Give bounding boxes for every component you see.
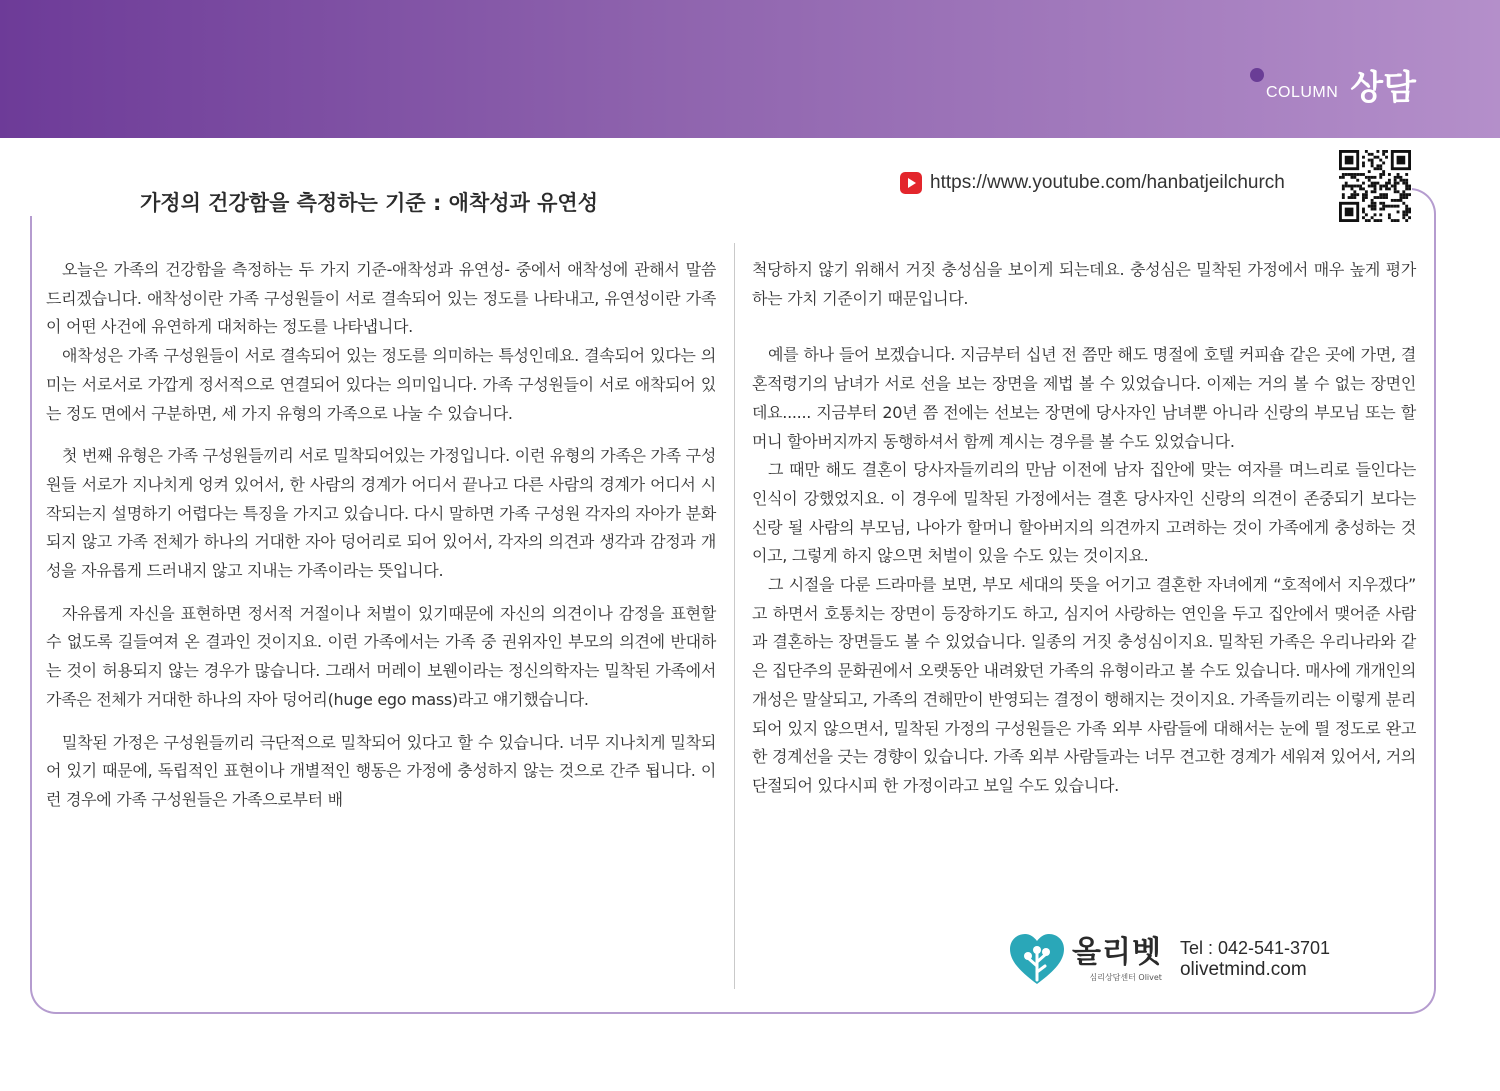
left-column xyxy=(46,256,716,815)
paragraph: 그 때만 해도 결혼이 당사자들끼리의 만남 이전에 남자 집안에 맞는 여자를 며느리로 들인다는 인식이 강했었지요. 이 경우에 밀착된 가정에서는 결혼 당사자인 신랑의 의견이 존중되기 보다는 신랑 될 사람의 부모님, 나아가 할머니 할아버지의 의견까지 고려하는 것이 가족에게 충성하는 것이고, 그렇게 하지 않으면 처벌이 있을 수도 있는 것이지요. xyxy=(752,460,1416,566)
youtube-url[interactable]: https://www.youtube.com/hanbatjeilchurch xyxy=(930,172,1285,193)
dot-icon xyxy=(1250,68,1264,82)
column-divider xyxy=(734,243,735,989)
header-band xyxy=(0,0,1500,138)
paragraph: 애착성은 가족 구성원들이 서로 결속되어 있는 정도를 의미하는 특성인데요. 결속되어 있다는 의미는 서로서로 가깝게 정서적으로 연결되어 있다는 의미입니다. 가족 구성원들이 서로 애착되어 있는 정도 면에서 구분하면, 세 가지 유형의 가족으로 나눌 수 있습니다. xyxy=(46,346,716,423)
olivet-logo xyxy=(1008,932,1330,986)
paragraph: 자유롭게 자신을 표현하면 정서적 거절이나 처벌이 있기때문에 자신의 의견이나 감정을 표현할 수 없도록 길들여져 온 결과인 것이지요. 이런 가족에서는 가족 중 권위자인 부모의 의견에 반대하는 것이 허용되지 않는 경우가 많습니다. 그래서 머레이 보웬이라는 정신의학자는 밀착된 가족에서 가족은 전체가 거대한 하나의 자아 덩어리(huge ego mass)라고 얘기했습니다. xyxy=(46,603,716,709)
right-column xyxy=(752,256,1416,801)
qr-code-icon xyxy=(1338,150,1412,222)
website-link[interactable]: olivetmind.com xyxy=(1179,959,1307,980)
youtube-link[interactable] xyxy=(900,172,1285,194)
youtube-icon xyxy=(900,172,922,194)
paragraph: 척당하지 않기 위해서 거짓 충성심을 보이게 되는데요. 충성심은 밀착된 가정에서 매우 높게 평가하는 가치 기준이기 때문입니다. xyxy=(752,260,1416,308)
phone-number: Tel : 042-541-3701 xyxy=(1179,938,1331,958)
section-label: 상담 xyxy=(1350,68,1416,108)
heart-tree-icon xyxy=(1008,932,1066,986)
paragraph: 첫 번째 유형은 가족 구성원들끼리 서로 밀착되어있는 가정입니다. 이런 유형의 가족은 가족 구성원들 서로가 지나치게 엉켜 있어서, 한 사람의 경계가 어디서 끝나고 다른 사람의 경계가 어디서 시작되는지 설명하기 어렵다는 특징을 가지고 있습니다. 다시 말하면 가족 구성원 각자의 자아가 분화되지 않고 가족 전체가 하나의 거대한 자아 덩어리로 되어 있어서, 각자의 의견과 생각과 감정과 개성을 자유롭게 드러내지 않고 지내는 가족이라는 뜻입니다. xyxy=(46,446,716,581)
article-title: 가정의 건강함을 측정하는 기준 : 애착성과 유연성 xyxy=(140,191,598,215)
paragraph: 오늘은 가족의 건강함을 측정하는 두 가지 기준-애착성과 유연성- 중에서 애착성에 관해서 말씀드리겠습니다. 애착성이란 가족 구성원들이 서로 결속되어 있는 정도를 나타내고, 유연성이란 가족이 어떤 사건에 유연하게 대처하는 정도를 나타냅니다. xyxy=(46,260,716,337)
paragraph: 그 시절을 다룬 드라마를 보면, 부모 세대의 뜻을 어기고 결혼한 자녀에게 “호적에서 지우겠다” 고 하면서 호통치는 장면이 등장하기도 하고, 심지어 사랑하는 연인을 두고 집안에서 맺어준 사람과 결혼하는 장면들도 볼 수 있었습니다. 일종의 거짓 충성심이지요. 밀착된 가족은 우리나라와 같은 집단주의 문화권에서 오랫동안 내려왔던 가족의 유형이라고 볼 수도 있습니다. 매사에 개개인의 개성은 말살되고, 가족의 견해만이 반영되는 결정이 행해지는 것이지요. 가족들끼리는 이렇게 분리되어 있지 않으면서, 밀착된 가정의 구성원들은 가족 외부 사람들에 대해서는 눈에 띌 정도로 완고한 경계선을 긋는 경향이 있습니다. 가족 외부 사람들과는 너무 견고한 경계가 세워져 있어서, 거의 단절되어 있다시피 한 가정이라고 보일 수도 있습니다. xyxy=(752,575,1416,795)
logo-name: 올리벳 xyxy=(1072,934,1162,970)
paragraph: 예를 하나 들어 보겠습니다. 지금부터 십년 전 쯤만 해도 명절에 호텔 커피숍 같은 곳에 가면, 결혼적령기의 남녀가 서로 선을 보는 장면을 제법 볼 수 있었습니다. 이제는 거의 볼 수 없는 장면인데요...... 지금부터 20년 쯤 전에는 선보는 장면에 당사자인 남녀뿐 아니라 신랑의 부모님 또는 할머니 할아버지까지 동행하셔서 함께 계시는 경우를 볼 수도 있었습니다. xyxy=(752,345,1416,451)
logo-subtitle: 심리상담센터 Olivet xyxy=(1089,972,1162,982)
column-label: COLUMN xyxy=(1265,84,1339,101)
paragraph: 밀착된 가정은 구성원들끼리 극단적으로 밀착되어 있다고 할 수 있습니다. 너무 지나치게 밀착되어 있기 때문에, 독립적인 표현이나 개별적인 행동은 가정에 충성하지 않는 것으로 간주 됩니다. 이런 경우에 가족 구성원들은 가족으로부터 배 xyxy=(46,732,716,809)
column-tag xyxy=(1266,70,1416,106)
